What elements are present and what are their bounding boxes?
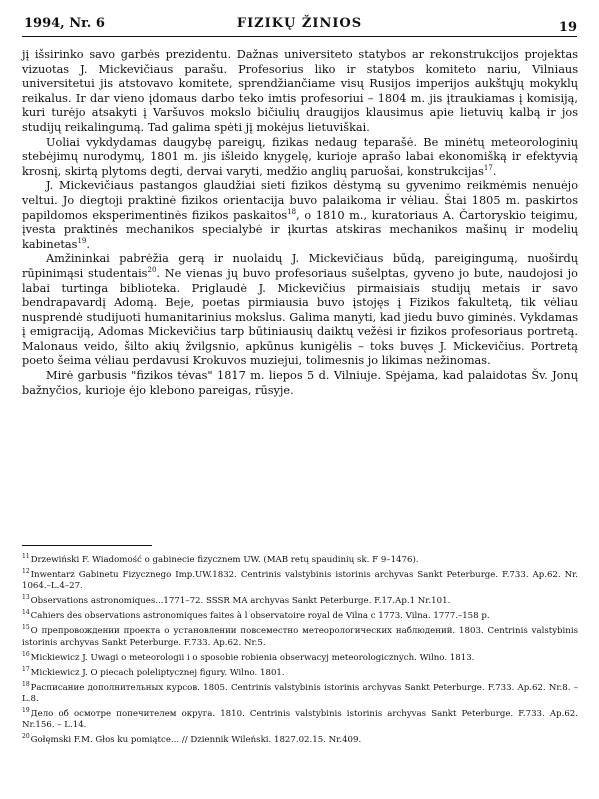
footnote-ref: 19 [77, 236, 87, 245]
footnote: $^{20}$Gołęmski F.M. Głos ku pomiątce... // Dziennik Wileński. 1827.02.15. Nr.409. [22, 733, 362, 746]
page-number: 19 [558, 20, 577, 35]
footnote: $^{13}$Observations astronomiques...1771–72. SSSR MA archyvas Sankt Peterburge. F.17.Ap.1 Nr.101. [22, 594, 451, 607]
footnote: $^{18}$Расписание дополнительных курсов. 1805. Centrinis valstybinis istorinis archyvas Sankt Peterburge. F.733. Ap.62. Nr.8. – L.8. [22, 680, 578, 704]
footnote: $^{12}$Inwentarz Gabinetu Fizycznego Imp.UW.1832. Centrinis valstybinis istorinis archyvas Sankt Peterburge. F.733. Ap.62. Nr. 1064.–L.4–27. [22, 568, 578, 592]
paragraph-3: J. Mickevičiaus pastangos glaudžiai sieti fizikos dėstymą su gyvenimo reikmėmis nenuėjo veltui. Jo diegtoji praktinė fizikos orientacija buvo palaikoma ir vėliau. Štai 1805 m. paskirtos papildomos eksperimentinės fizikos paskaitos$^{18}$, o 1810 m., kuratoriaus A. Čartoryskio teigimu, įvesta praktinės mechanikos specialybė ir įkurtas atskiras mechanikos mašinų ir modelių kabinetas$^{19}$. [22, 179, 578, 251]
footnote: $^{14}$Cahiers des observations astronomiques faites à l observatoire royal de Vilna c 1773. Vilna. 1777.–158 p. [22, 609, 490, 622]
issue-label: 1994, Nr. 6 [24, 16, 105, 31]
paragraph-5: Mirė garbusis "fizikos tėvas" 1817 m. liepos 5 d. Vilniuje. Spėjama, kad palaidotas Šv. Jonų bažnyčios, kurioje ėjo klebono pareigas, rūsyje. [22, 369, 578, 397]
footnote-ref: 18 [287, 207, 297, 216]
footnote-ref: 17 [483, 163, 493, 172]
paragraph-2: Uoliai vykdydamas daugybę pareigų, fizikas nedaug teparašė. Be minėtų meteorologinių stebėjimų nurodymų, 1801 m. jis išleido knygelę, kurioje aprašo labai ekonomišką ir efektyvią krosnį, skirtą plytoms degti, dervai varyti, medžio anglių paruošai, konstrukcijas$^{17}$. [22, 135, 578, 178]
footnote-ref: 20 [147, 266, 157, 275]
article-body [22, 48, 578, 398]
journal-title: FIZIKŲ ŽINIOS [236, 16, 363, 31]
footnote: $^{11}$Drzewiński F. Wiadomość o gabinecie fizycznem UW. (MAB retų spaudinių sk. F 9–1476). [22, 553, 419, 565]
page-header [22, 14, 577, 37]
footnotes [22, 551, 578, 746]
paragraph-1: jį išsirinko savo garbės prezidentu. Dažnas universiteto statybos ar rekonstrukcijos projektas vizuotas J. Mickevičiaus parašu. Profesorius liko ir statybos komiteto nariu, Vilniaus universitetui jis atstovavo komitete, sprendžiančiame visų Rusijos imperijos aukštųjų mokyklų reikalus. Ir dar vieno įdomaus darbo teko imtis profesoriui – 1804 m. jis įtraukiamas į komisiją, kuri turėjo atsakyti į Varšuvos mokslo bičiulių draugijos klausimus apie lietuvių kalbą ir jos studijų reikalingumą. Tad galima spėti jį mokėjus lietuviškai. [22, 48, 578, 134]
footnote: $^{15}$О препровождении проекта о установлении повсеместно метеорологических наблюдений. 1803. Centrinis valstybinis istorinis archyvas Sankt Peterburge. F.733. Ap.62. Nr.5. [22, 624, 578, 648]
footnote: $^{16}$Mickiewicz J. Uwagi o meteorologii i o sposobie robienia obserwacyj meteorologicznych. Wilno. 1813. [22, 650, 475, 663]
footnote: $^{19}$Дело об осмотре попечителем округа. 1810. Centrinis valstybinis istorinis archyvas Sankt Peterburge. F.733. Ap.62. Nr.156. – L.14. [22, 707, 578, 731]
footnote: $^{17}$Mickiewicz J. O piecach poleliptycznej figury. Wilno. 1801. [22, 665, 285, 678]
paragraph-4: Amžininkai pabrėžia gerą ir nuolaidų J. Mickevičiaus būdą, pareigingumą, nuoširdų rūpinimąsi studentais$^{20}$. Ne vienas jų buvo profesoriaus sušelptas, gyveno jo bute, naudojosi jo labai turtinga biblioteka. Priglaudė J. Mickevičius pirmaisiais studijų metais ir savo bendrapavardį Adomą. Beje, poetas pirmiausia buvo įstojęs į Fizikos fakultetą, tik vėliau nusprendė studijuoti humanitarinius mokslus. Galima manyti, kad jiedu buvo giminės. Vykdamas į emigraciją, Adomas Mickevičius tarp būtiniausių daiktų vežėsi ir fizikos profesoriaus portretą. Malonaus veido, šilto akių žvilgsnio, apkūnus kunigėlis – toks buvęs J. Mickevičius. Portretą poeto šeima vėliau perdavusi Krokuvos muziejui, tolimesnis jo likimas nežinomas. [22, 252, 578, 368]
footnote-divider [22, 545, 152, 546]
